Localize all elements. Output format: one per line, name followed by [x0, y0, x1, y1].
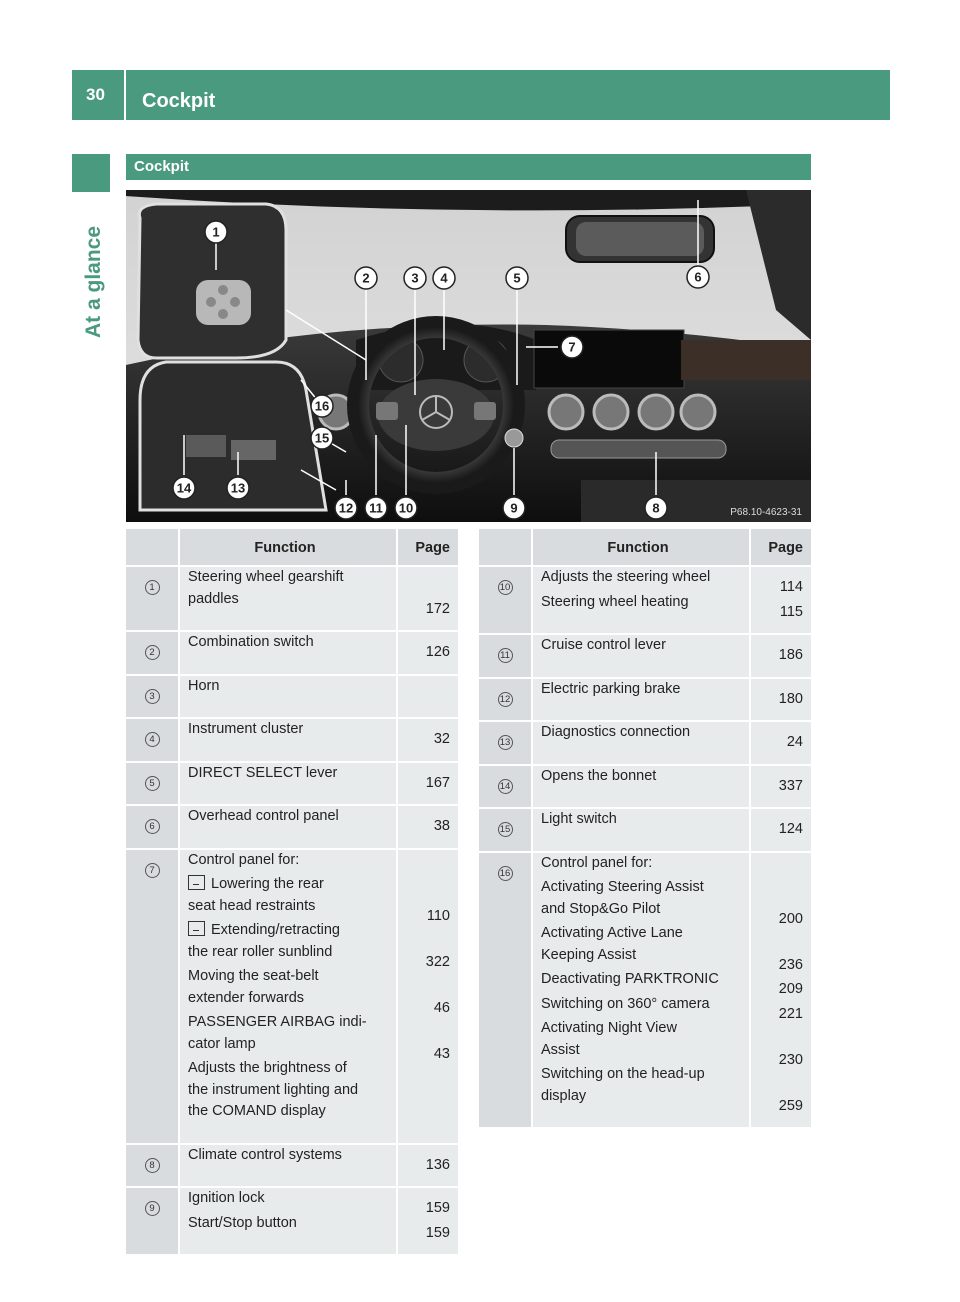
page-reference: 172	[425, 600, 450, 617]
column-header-function: Function	[178, 529, 396, 565]
side-tab-marker	[72, 154, 110, 192]
svg-text:13: 13	[230, 480, 246, 496]
page-reference: 136	[425, 1156, 450, 1173]
function-entry	[188, 1145, 390, 1167]
item-number: 16	[498, 866, 513, 881]
page-reference: 159	[425, 1224, 450, 1241]
page-reference: 322	[425, 953, 450, 970]
function-text: Light switch	[541, 811, 617, 827]
page-reference: 230	[778, 1051, 803, 1068]
table-header	[479, 529, 811, 567]
item-number: 10	[498, 580, 513, 595]
function-text: paddles	[188, 590, 239, 607]
item-number: 4	[145, 732, 160, 747]
page-reference: 32	[433, 731, 450, 747]
svg-text:14: 14	[176, 480, 192, 496]
page-reference: 221	[778, 1005, 803, 1022]
item-number: 8	[145, 1158, 160, 1173]
page-reference: 209	[778, 981, 803, 997]
page-reference: 115	[779, 603, 803, 620]
svg-text:7: 7	[568, 339, 576, 355]
cockpit-photo	[126, 190, 811, 522]
function-entry	[188, 567, 390, 610]
function-text: cator lamp	[188, 1035, 256, 1052]
function-text: Assist	[541, 1041, 580, 1058]
sunblind-icon	[188, 921, 205, 936]
item-number: 15	[498, 822, 513, 837]
table-row	[126, 1145, 458, 1189]
callout-11	[365, 497, 387, 519]
function-entry	[188, 1188, 390, 1210]
function-text: the rear roller sunblind	[188, 943, 333, 960]
page-reference: 124	[778, 821, 803, 837]
table-row	[479, 809, 811, 853]
function-text: Combination switch	[188, 634, 314, 650]
table-row	[479, 567, 811, 635]
function-text: Steering wheel gearshift	[188, 569, 344, 585]
callout-2	[355, 267, 377, 289]
item-number: 11	[498, 648, 513, 663]
section-title: Cockpit	[126, 154, 811, 180]
function-text: PASSENGER AIRBAG indi-	[188, 1014, 367, 1030]
item-number: 3	[145, 689, 160, 704]
function-text: Keeping Assist	[541, 946, 637, 963]
svg-text:8: 8	[652, 500, 660, 516]
page-reference: 46	[433, 999, 450, 1016]
item-number: 14	[498, 779, 513, 794]
function-entry	[541, 1018, 743, 1061]
function-text: Steering wheel heating	[541, 593, 689, 610]
page-reference: 259	[778, 1097, 803, 1114]
function-entry	[541, 635, 743, 657]
callout-10	[395, 497, 417, 519]
function-entry	[188, 920, 390, 963]
function-text: Switching on 360° camera	[541, 995, 710, 1012]
function-text: Electric parking brake	[541, 680, 681, 697]
function-text: Deactivating PARKTRONIC	[541, 971, 719, 987]
function-entry	[541, 877, 743, 920]
item-number: 9	[145, 1201, 160, 1216]
function-entry	[188, 1213, 390, 1235]
page-reference: 200	[778, 910, 803, 927]
column-header-page: Page	[749, 529, 811, 565]
function-entry	[188, 874, 390, 917]
svg-text:10: 10	[398, 500, 414, 516]
page-reference: 180	[778, 690, 803, 707]
side-tab-label: At a glance	[82, 225, 105, 338]
callout-5	[506, 267, 528, 289]
svg-text:9: 9	[510, 500, 518, 516]
function-text: Moving the seat-belt	[188, 968, 319, 984]
function-table-right	[479, 529, 811, 1129]
function-text: Lowering the rear	[211, 876, 324, 892]
callout-9	[503, 497, 525, 519]
function-entry	[541, 567, 743, 589]
svg-text:5: 5	[513, 270, 521, 286]
table-row	[479, 679, 811, 723]
callout-4	[433, 267, 455, 289]
page-reference: 337	[778, 777, 803, 794]
table-row	[479, 853, 811, 1130]
function-text: Control panel for:	[541, 854, 653, 871]
function-text: the COMAND display	[188, 1103, 326, 1119]
function-text: Activating Active Lane	[541, 925, 683, 941]
function-text: display	[541, 1087, 587, 1104]
head-restraint-icon	[188, 875, 205, 890]
function-text: Adjusts the steering wheel	[541, 569, 711, 585]
svg-text:4: 4	[440, 270, 448, 286]
function-entry	[188, 1012, 390, 1055]
function-text: Overhead control panel	[188, 808, 339, 824]
item-number: 7	[145, 863, 160, 878]
page-reference: 167	[425, 774, 450, 791]
callout-7	[561, 336, 583, 358]
svg-text:15: 15	[314, 430, 330, 446]
svg-text:1: 1	[212, 224, 220, 240]
table-row	[126, 806, 458, 850]
page-number: 30	[72, 70, 126, 120]
function-entry	[541, 766, 743, 788]
item-number: 6	[145, 819, 160, 834]
table-row	[126, 1188, 458, 1256]
function-entry	[188, 676, 390, 698]
page-reference: 24	[786, 734, 803, 750]
table-row	[126, 719, 458, 763]
function-text: extender forwards	[188, 989, 305, 1006]
function-text: Instrument cluster	[188, 721, 304, 737]
callout-1	[205, 221, 227, 243]
svg-text:2: 2	[362, 270, 370, 286]
function-entry	[188, 850, 390, 872]
callout-3	[404, 267, 426, 289]
page-reference: 126	[425, 644, 450, 660]
header-title: Cockpit	[142, 90, 216, 112]
callout-8	[645, 497, 667, 519]
function-entry	[188, 632, 390, 654]
function-entry	[541, 994, 743, 1016]
function-entry	[541, 679, 743, 701]
function-entry	[541, 923, 743, 966]
column-header-function: Function	[531, 529, 749, 565]
function-text: and Stop&Go Pilot	[541, 900, 661, 917]
function-text: the instrument lighting and	[188, 1081, 359, 1098]
svg-text:6: 6	[694, 269, 702, 285]
item-number: 13	[498, 735, 513, 750]
callout-13	[227, 477, 249, 499]
page-reference: 110	[426, 907, 450, 924]
function-text: Control panel for:	[188, 851, 300, 868]
function-entry	[541, 853, 743, 875]
callout-14	[173, 477, 195, 499]
table-row	[126, 850, 458, 1145]
function-text: Diagnostics connection	[541, 724, 691, 740]
item-number: 1	[145, 580, 160, 595]
function-text: Start/Stop button	[188, 1214, 297, 1231]
item-number: 2	[145, 645, 160, 660]
svg-text:11: 11	[369, 500, 383, 516]
table-row	[479, 722, 811, 766]
table-row	[126, 676, 458, 720]
callout-16	[311, 395, 333, 417]
function-table-left	[126, 529, 458, 1256]
function-text: seat head restraints	[188, 897, 316, 914]
function-entry	[188, 966, 390, 1009]
page-header	[72, 70, 890, 120]
function-entry	[541, 1064, 743, 1107]
page-reference: 43	[433, 1045, 450, 1062]
table-header	[126, 529, 458, 567]
svg-text:16: 16	[314, 398, 330, 414]
function-entry	[541, 722, 743, 744]
item-number: 5	[145, 776, 160, 791]
page-reference: 236	[778, 956, 803, 973]
function-text: Adjusts the brightness of	[188, 1060, 347, 1076]
function-entry	[541, 969, 743, 991]
function-text: Activating Night View	[541, 1020, 677, 1036]
table-row	[126, 567, 458, 632]
function-entry	[188, 806, 390, 828]
table-row	[126, 763, 458, 807]
function-text: Horn	[188, 677, 220, 694]
function-entry	[541, 592, 743, 614]
function-entry	[188, 763, 390, 785]
svg-text:3: 3	[411, 270, 419, 286]
svg-text:12: 12	[338, 500, 354, 516]
callout-12	[335, 497, 357, 519]
table-row	[126, 632, 458, 676]
column-header-page: Page	[396, 529, 458, 565]
table-row	[479, 635, 811, 679]
callout-15	[311, 427, 333, 449]
image-reference-code: P68.10-4623-31	[730, 507, 802, 518]
function-text: Cruise control lever	[541, 637, 666, 653]
page-reference: 186	[778, 647, 803, 663]
function-text: Activating Steering Assist	[541, 879, 704, 895]
page-reference: 114	[779, 579, 803, 595]
function-text: Ignition lock	[188, 1190, 265, 1206]
function-entry	[541, 809, 743, 831]
function-text: DIRECT SELECT lever	[188, 764, 338, 781]
page-reference: 159	[425, 1200, 450, 1216]
table-row	[479, 766, 811, 810]
function-text: Extending/retracting	[211, 922, 340, 938]
function-text: Switching on the head-up	[541, 1066, 705, 1082]
page-reference: 38	[433, 818, 450, 834]
item-number: 12	[498, 692, 513, 707]
callout-6	[687, 266, 709, 288]
function-entry	[188, 1058, 390, 1123]
function-text: Opens the bonnet	[541, 767, 657, 784]
function-entry	[188, 719, 390, 741]
function-text: Climate control systems	[188, 1146, 342, 1163]
